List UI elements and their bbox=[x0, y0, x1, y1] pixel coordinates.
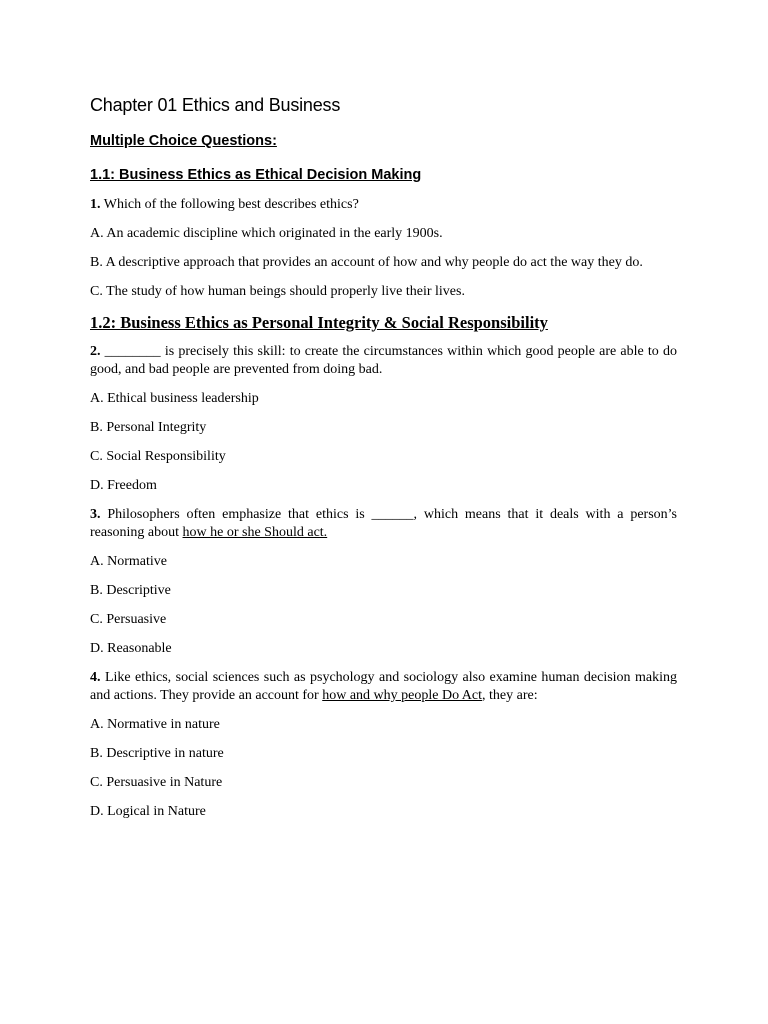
option-1c: C. The study of how human beings should properly live their lives. bbox=[90, 284, 465, 299]
question-text-underlined: how he or she Should act. bbox=[182, 525, 328, 540]
section-heading-1-1: 1.1: Business Ethics as Ethical Decision Making bbox=[90, 167, 422, 183]
option-2a: A. Ethical business leadership bbox=[90, 391, 259, 406]
question-text: ________ is precisely this skill: to create the circumstances within which good people are able to do good, and bad people are prevented from doing bad. bbox=[90, 344, 677, 377]
question-text-after: , they are: bbox=[482, 688, 538, 703]
question-text-underlined: how and why people Do Act bbox=[322, 688, 483, 703]
option-2d: D. Freedom bbox=[90, 478, 157, 493]
option-1b: B. A descriptive approach that provides an account of how and why people do act the way they do. bbox=[90, 255, 643, 270]
option-2c: C. Social Responsibility bbox=[90, 449, 226, 464]
section-heading-1-2: 1.2: Business Ethics as Personal Integrity & Social Responsibility bbox=[90, 313, 548, 332]
option-3d: D. Reasonable bbox=[90, 641, 172, 656]
document-content bbox=[90, 93, 677, 832]
option-3b: B. Descriptive bbox=[90, 583, 171, 598]
option-3a: A. Normative bbox=[90, 554, 167, 569]
option-4d: D. Logical in Nature bbox=[90, 804, 206, 819]
question-text: Which of the following best describes ethics? bbox=[100, 197, 359, 212]
question-4 bbox=[90, 669, 677, 705]
question-number: 4. bbox=[90, 670, 101, 685]
mcq-heading: Multiple Choice Questions: bbox=[90, 133, 277, 149]
question-2 bbox=[90, 343, 677, 379]
option-3c: C. Persuasive bbox=[90, 612, 167, 627]
option-1a: A. An academic discipline which originated in the early 1900s. bbox=[90, 226, 443, 241]
question-text: Like ethics, social sciences such as psychology and sociology also examine human decision making and actions. They provide an account for bbox=[90, 670, 677, 703]
chapter-title: Chapter 01 Ethics and Business bbox=[90, 95, 341, 115]
question-1 bbox=[90, 196, 677, 214]
option-4a: A. Normative in nature bbox=[90, 717, 220, 732]
option-4c: C. Persuasive in Nature bbox=[90, 775, 223, 790]
question-number: 1. bbox=[90, 197, 101, 212]
question-number: 2. bbox=[90, 344, 101, 359]
option-4b: B. Descriptive in nature bbox=[90, 746, 224, 761]
question-text: Philosophers often emphasize that ethics is ______, which means that it deals with a person’s reasoning about bbox=[90, 507, 677, 540]
question-3 bbox=[90, 506, 677, 542]
question-number: 3. bbox=[90, 507, 101, 522]
option-2b: B. Personal Integrity bbox=[90, 420, 207, 435]
